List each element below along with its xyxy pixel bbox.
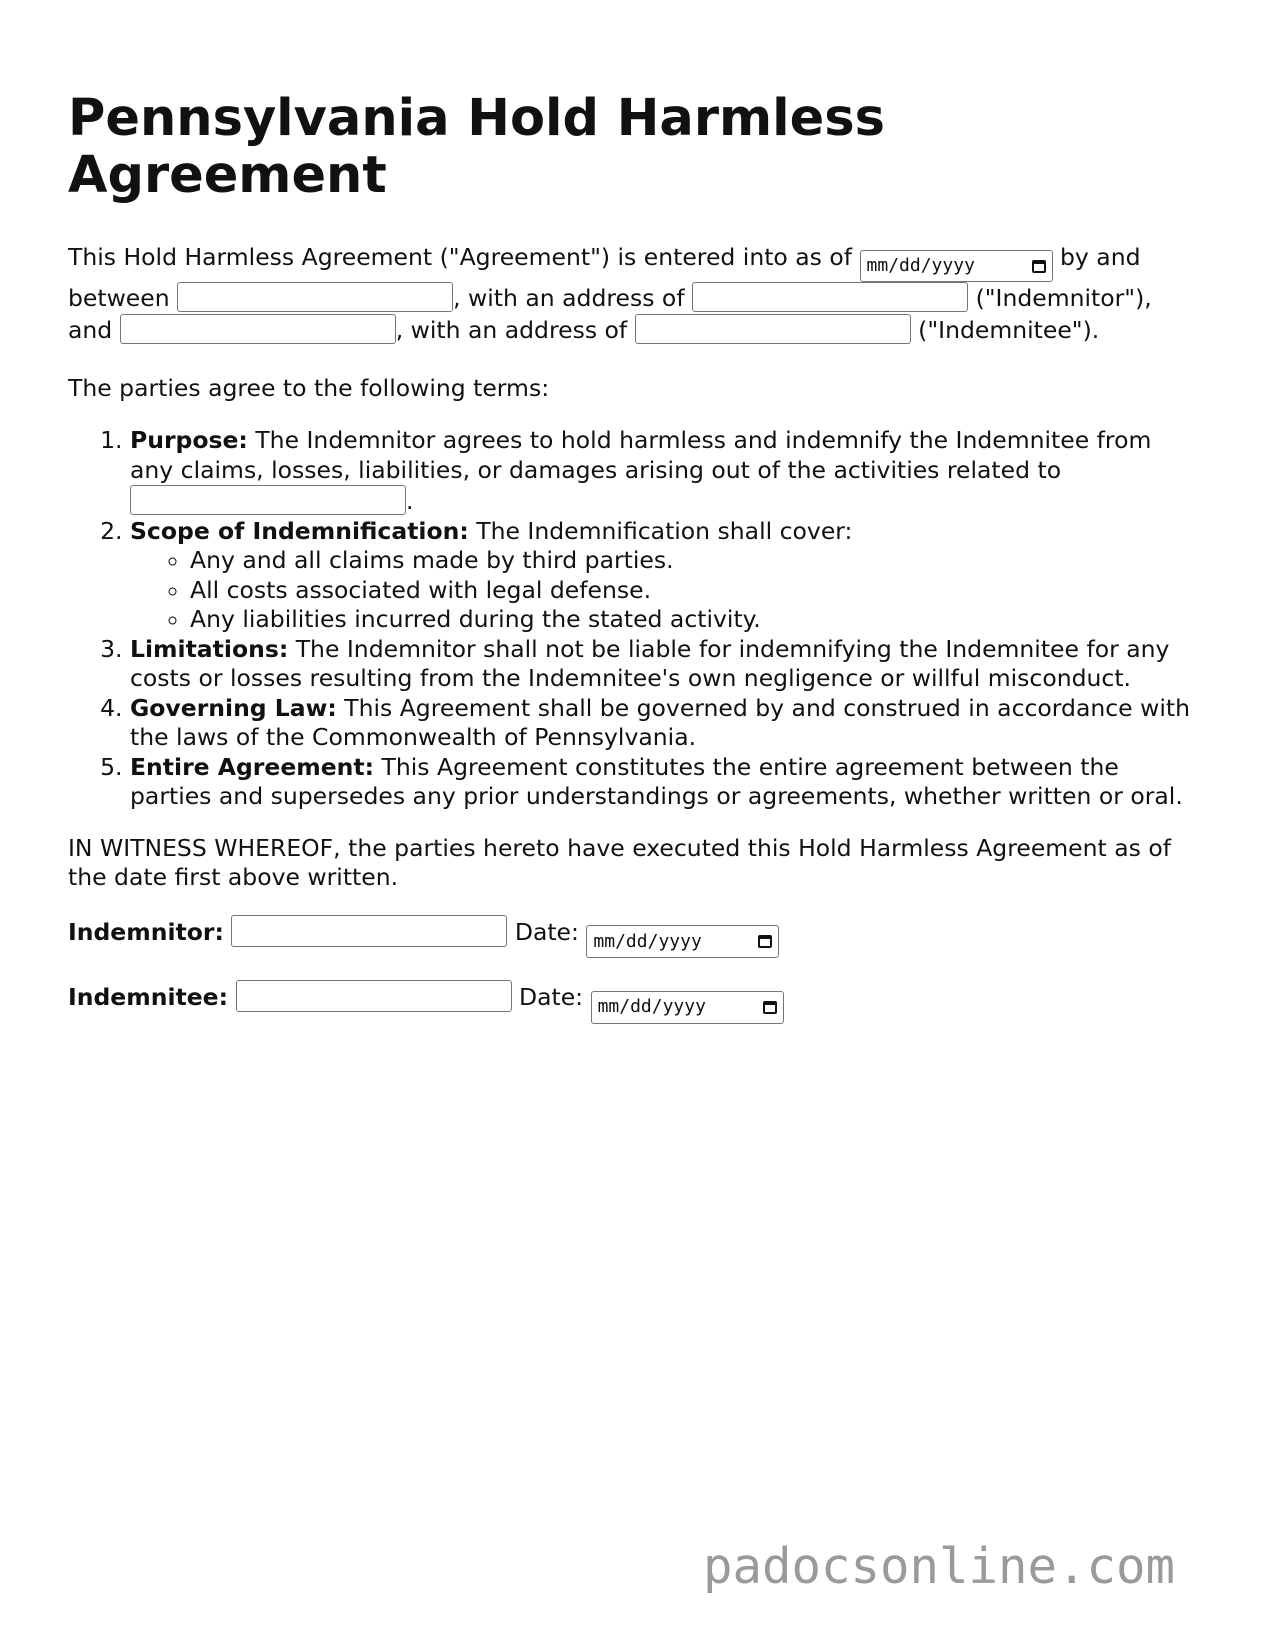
term-text: This Agreement shall be governed by and construed in accordance with the laws of the Commonwealth of Pennsylvania. [130,693,1190,751]
indemnitee-name-input[interactable] [120,314,396,344]
witness-paragraph: IN WITNESS WHEREOF, the parties hereto have executed this Hold Harmless Agreement as of the date first above written. [68,833,1171,891]
intro-text-3: , with an address of [453,284,685,312]
indemnitor-date-input[interactable] [586,925,779,958]
intro-text-5: , with an address of [395,316,628,344]
list-item: ◦ Any liabilities incurred during the stated activity. [190,605,1198,635]
calendar-icon[interactable] [763,1001,777,1014]
intro-text-4: ("Indemnitor"), and [68,284,1152,344]
term-heading: Scope of Indemnification: [130,516,469,545]
term-heading: Governing Law: [130,693,337,722]
intro-text-2: by and between [68,243,1141,312]
term-governing-law [130,694,1198,753]
date-placeholder: mm/dd/yyyy [593,930,702,952]
term-entire-agreement [130,753,1198,812]
list-item: ◦ All costs associated with legal defense. [190,576,1198,606]
intro-paragraph [68,241,1198,346]
indemnitor-name-input[interactable] [177,282,453,312]
term-scope [130,517,1198,635]
scope-list [130,546,1198,635]
intro-text-6: ("Indemnitee"). [918,316,1100,344]
list-item: ◦ Any and all claims made by third parties. [190,546,1198,576]
intro-text-1: This Hold Harmless Agreement ("Agreement") is entered into as of [68,243,853,271]
term-purpose [130,426,1198,517]
page-title: Pennsylvania Hold Harmless Agreement [68,89,885,205]
date-label: Date: [518,983,584,1011]
terms-intro: The parties agree to the following terms: [68,374,550,402]
term-text: This Agreement constitutes the entire agreement between the parties and supersedes any prior understandings or agreements, whether written or oral. [130,752,1183,810]
indemnitee-signature-input[interactable] [236,980,512,1012]
term-heading: Purpose: [130,426,248,454]
term-heading: Limitations: [130,634,289,663]
signature-label: Indemnitor: [68,917,224,946]
activity-input[interactable] [130,485,406,515]
indemnitee-date-input[interactable] [591,991,784,1024]
term-text: The Indemnitor agrees to hold harmless and indemnify the Indemnitee from any claims, losses, liabilities, or damages arising out of the activities related to [130,426,1152,484]
watermark: padocsonline.com [702,1538,1175,1595]
date-label: Date: [514,917,579,946]
term-suffix: . [406,487,414,515]
term-text: The Indemnification shall cover: [476,516,853,545]
date-placeholder: mm/dd/yyyy [597,996,706,1017]
term-limitations [130,635,1198,694]
indemnitee-signature-row [68,980,1198,1024]
indemnitee-address-input[interactable] [635,314,911,344]
terms-list [68,426,1198,812]
indemnitor-address-input[interactable] [692,282,968,312]
date-placeholder: mm/dd/yyyy [866,255,975,276]
document-page [68,0,1198,1024]
signature-label: Indemnitee: [68,983,229,1011]
agreement-date-input[interactable] [860,250,1053,282]
calendar-icon[interactable] [1032,260,1046,273]
calendar-icon[interactable] [758,935,772,948]
indemnitor-signature-row [68,915,1198,959]
term-heading: Entire Agreement: [130,752,375,781]
term-text: The Indemnitor shall not be liable for indemnifying the Indemnitee for any costs or losses resulting from the Indemnitee's own negligence or willful misconduct. [130,634,1170,692]
indemnitor-signature-input[interactable] [231,915,507,947]
